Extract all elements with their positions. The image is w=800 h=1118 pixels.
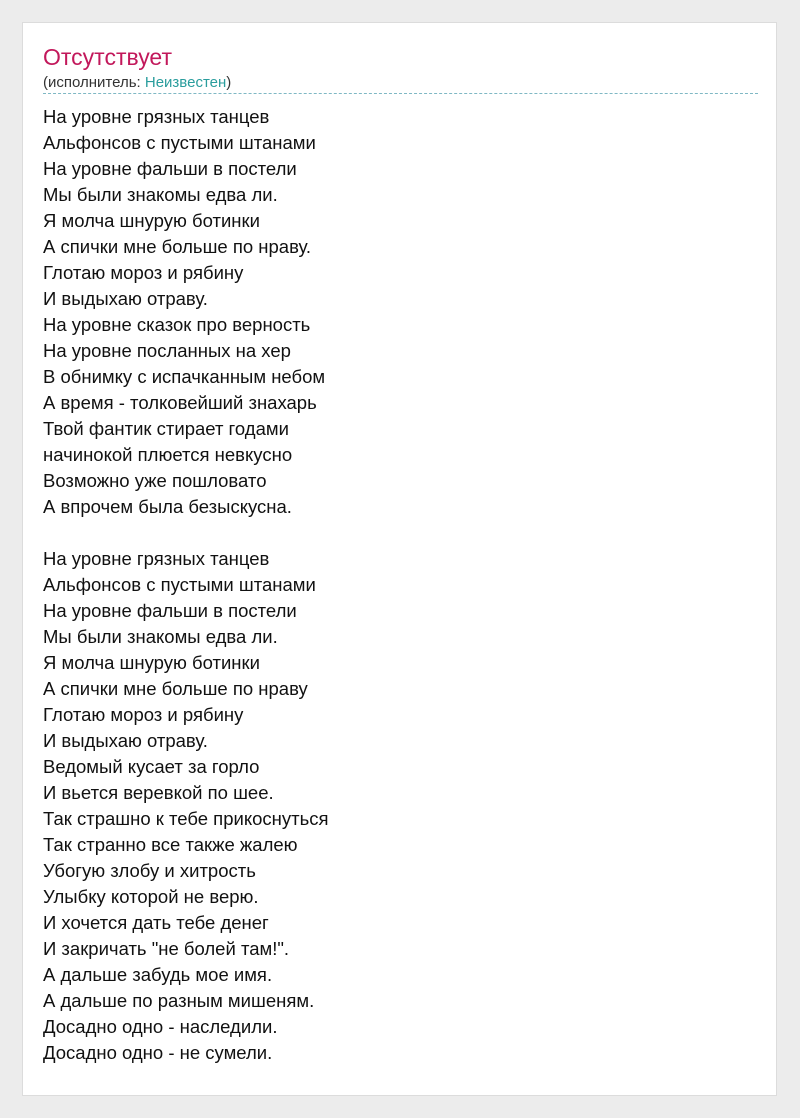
song-title: Отсутствует — [43, 44, 172, 70]
lyric-line: На уровне сказок про верность — [43, 314, 311, 335]
stanza-break — [43, 520, 758, 546]
lyric-line: На уровне грязных танцев — [43, 548, 270, 569]
lyric-line: На уровне грязных танцев — [43, 106, 270, 127]
lyric-line: Ведомый кусает за горло — [43, 756, 260, 777]
lyric-line: Мы были знакомы едва ли. — [43, 184, 278, 205]
lyric-line: А время - толковейший знахарь — [43, 392, 317, 413]
artist-prefix: (исполнитель: — [43, 74, 145, 91]
lyric-line: И выдыхаю отраву. — [43, 288, 208, 309]
lyric-line: На уровне фальши в постели — [43, 600, 297, 621]
lyric-line: На уровне фальши в постели — [43, 158, 297, 179]
lyric-line: А впрочем была безыскусна. — [43, 496, 292, 517]
divider — [43, 93, 758, 94]
lyric-line: Так страшно к тебе прикоснуться — [43, 808, 329, 829]
lyric-line: Возможно уже пошловато — [43, 470, 267, 491]
lyric-line: И закричать "не болей там!". — [43, 938, 290, 959]
lyric-line: А спички мне больше по нраву — [43, 678, 308, 699]
lyric-line: Я молча шнурую ботинки — [43, 652, 260, 673]
lyric-line: Глотаю мороз и рябину — [43, 704, 244, 725]
lyric-line: И хочется дать тебе денег — [43, 912, 269, 933]
lyric-line: Я молча шнурую ботинки — [43, 210, 260, 231]
lyric-line: А дальше по разным мишеням. — [43, 990, 315, 1011]
lyric-line: Досадно одно - не сумели. — [43, 1042, 273, 1063]
lyric-line: И выдыхаю отраву. — [43, 730, 208, 751]
lyric-line: начинокой плюется невкусно — [43, 444, 293, 465]
artist-suffix: ) — [226, 74, 232, 91]
lyric-line: Досадно одно - наследили. — [43, 1016, 278, 1037]
artist-link[interactable]: Неизвестен — [144, 74, 227, 91]
artist-line — [43, 74, 231, 92]
lyric-line: Убогую злобу и хитрость — [43, 860, 256, 881]
lyric-line: Альфонсов с пустыми штанами — [43, 132, 316, 153]
lyric-line: А спички мне больше по нраву. — [43, 236, 312, 257]
lyric-line: Так странно все также жалею — [43, 834, 298, 855]
lyric-line: На уровне посланных на хер — [43, 340, 291, 361]
lyrics-card — [22, 22, 777, 1096]
lyrics-body — [43, 104, 758, 1066]
lyric-line: В обнимку с испачканным небом — [43, 366, 326, 387]
lyric-line: Мы были знакомы едва ли. — [43, 626, 278, 647]
lyric-line: И вьется веревкой по шее. — [43, 782, 274, 803]
lyric-line: Твой фантик стирает годами — [43, 418, 289, 439]
lyric-line: Альфонсов с пустыми штанами — [43, 574, 316, 595]
lyric-line: Глотаю мороз и рябину — [43, 262, 244, 283]
lyric-line: Улыбку которой не верю. — [43, 886, 259, 907]
lyric-line: А дальше забудь мое имя. — [43, 964, 273, 985]
